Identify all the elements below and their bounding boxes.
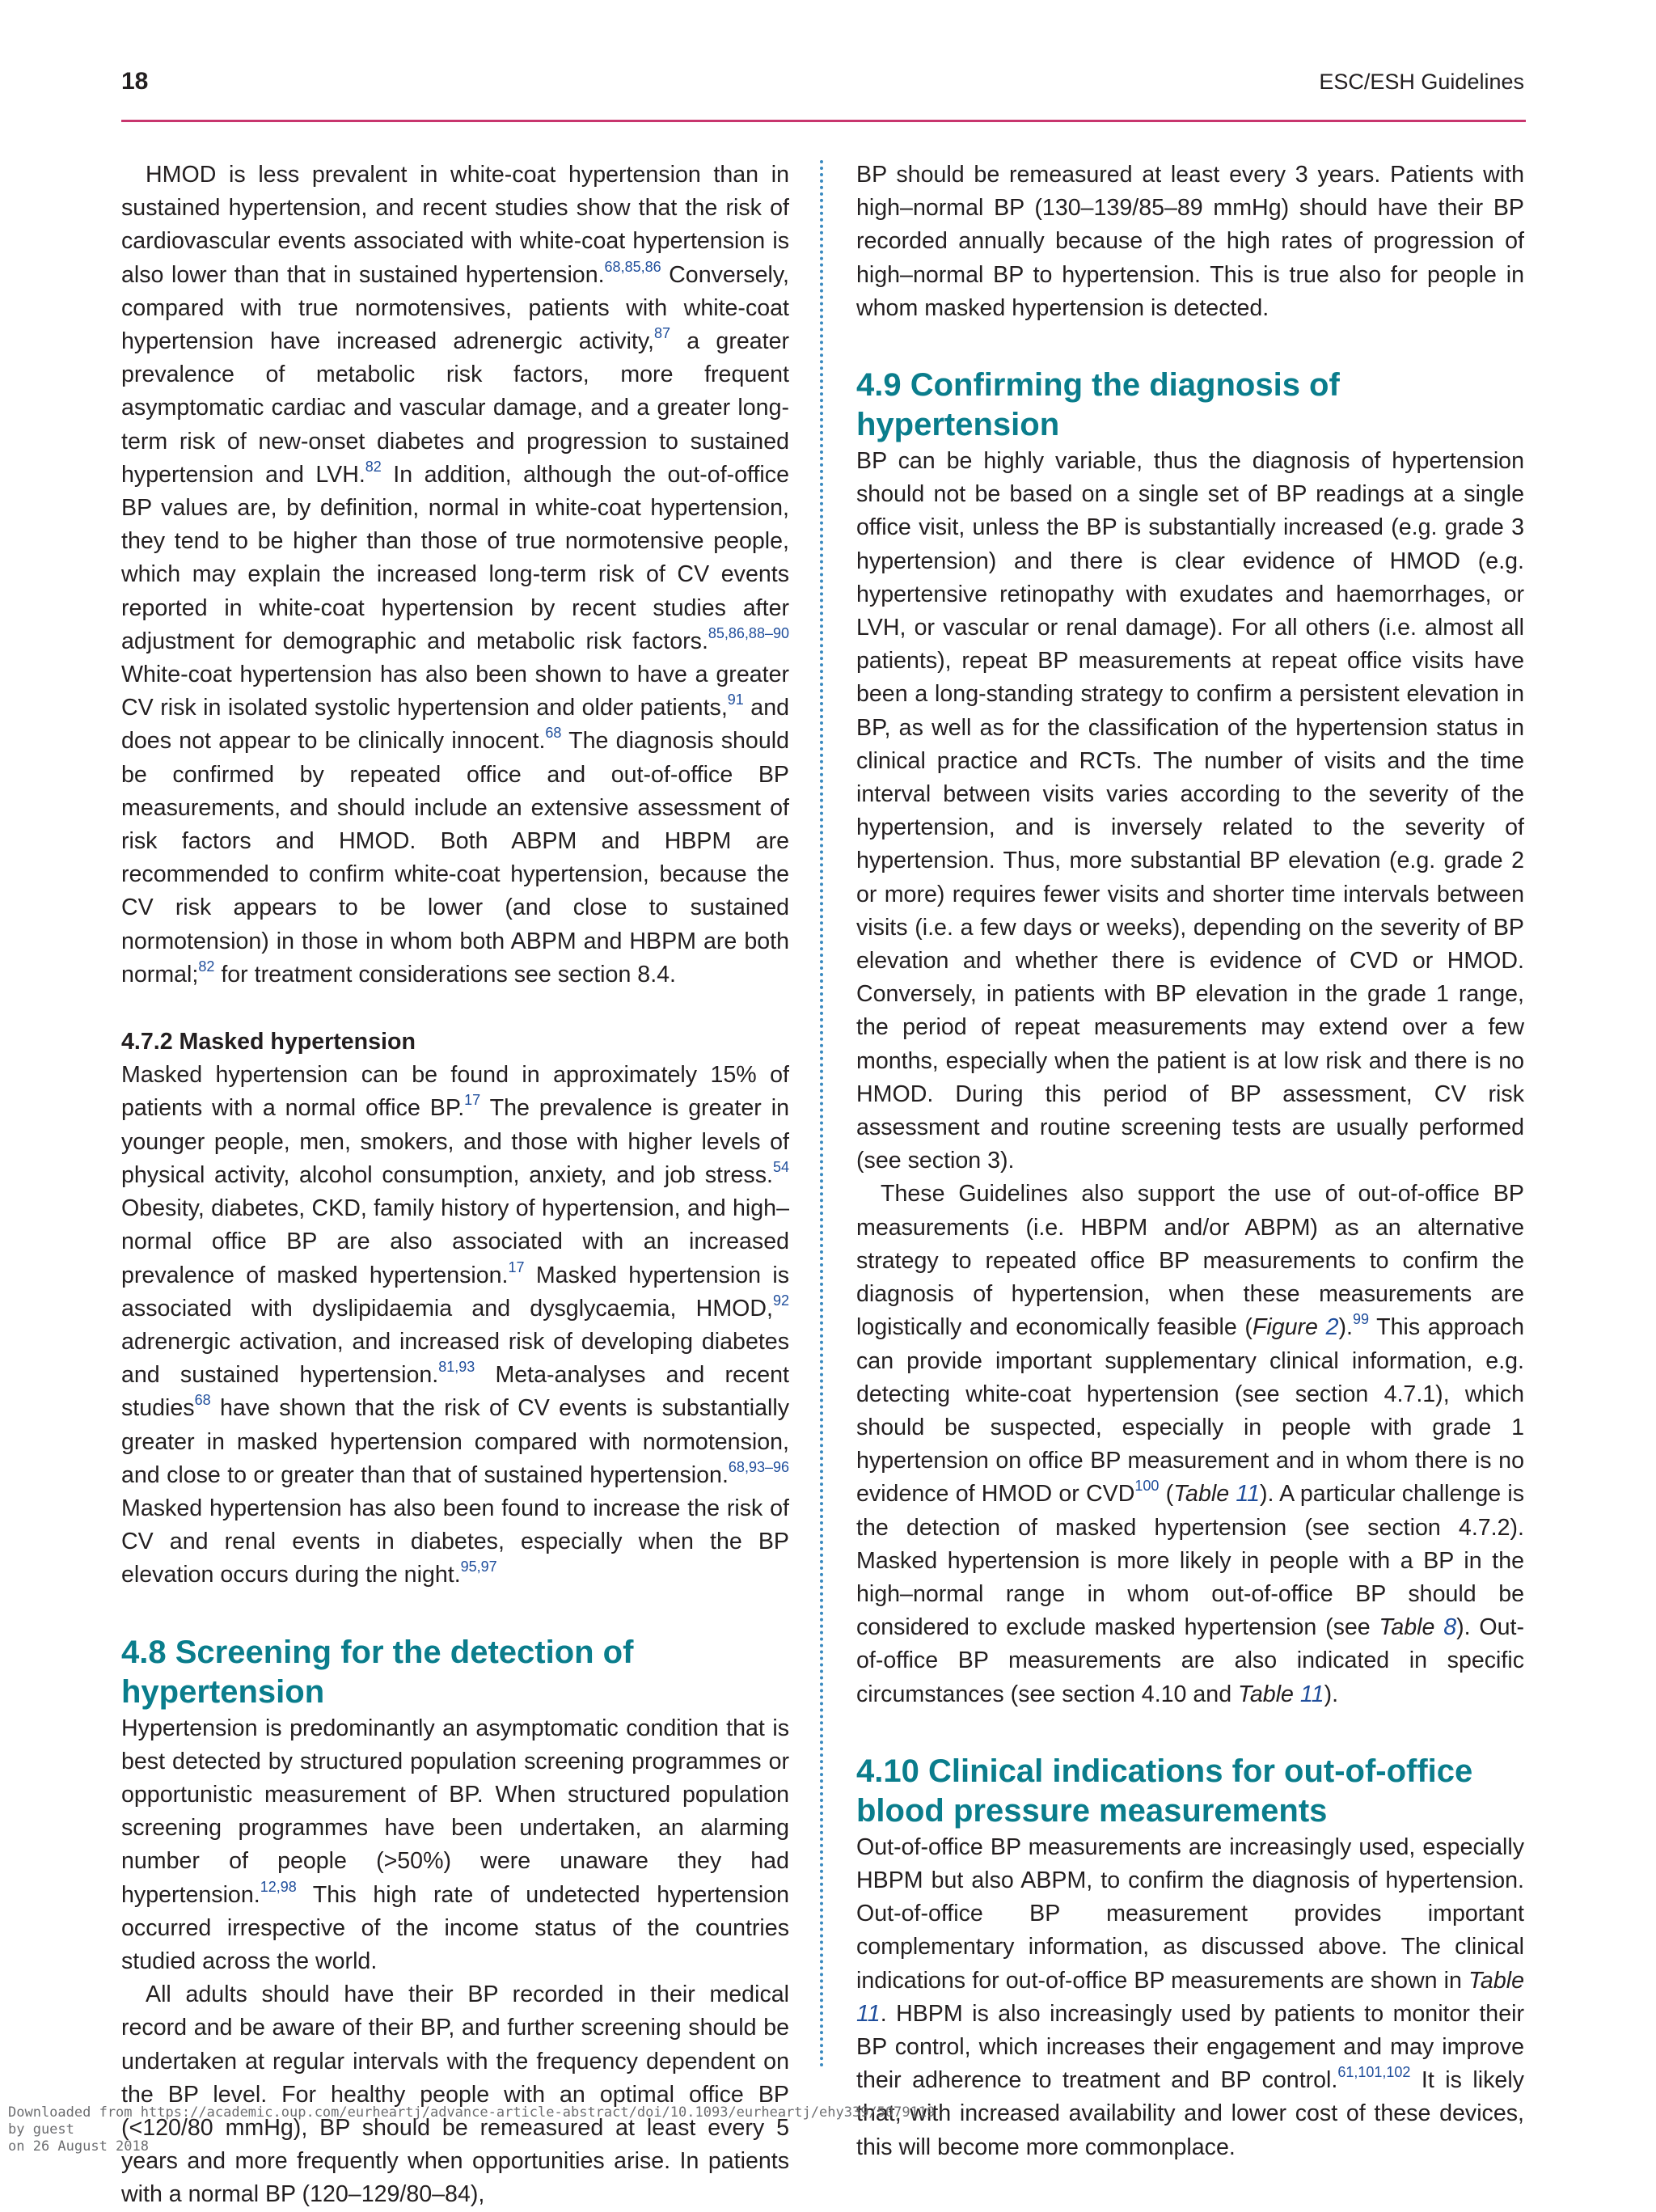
text: It is likely that, with increased availability and lower cost of these devices, this will become more commonplace. xyxy=(856,2067,1524,2160)
text: Masked hypertension can be found in approximately 15% of patients with a normal office BP. xyxy=(121,1062,789,1122)
text: The prevalence is greater in younger people, men, smokers, and those with higher levels of physical activity, alcohol consumption, anxiety, and job stress. xyxy=(121,1095,789,1188)
text: have shown that the risk of CV events is substantially greater in masked hypertension compared with normotension, and close to or greater than that of sustained hypertension. xyxy=(121,1395,789,1488)
paragraph-remeasure: BP should be remeasured at least every 3 years. Patients with high–normal BP (130–139/85–89 mmHg) should have their BP recorded annually because of the high rates of progression of high–normal BP to hypertension. This is true also for people in whom masked hypertension is detected. xyxy=(856,162,1524,321)
paragraph-screening xyxy=(121,1712,789,1979)
paragraph-screening-adults: All adults should have their BP recorded in their medical record and be aware of their BP, and further screening should be undertaken at regular intervals with the frequency dependent on the BP level. For healthy people with an optimal office BP (<120/80 mmHg), BP should be remeasured at least every 5 years and more frequently when opportunities arise. In patients with a normal BP (120–129/80–84), xyxy=(121,1981,789,2208)
text: ). xyxy=(1338,1314,1353,1341)
citation[interactable]: 92 xyxy=(772,1292,789,1309)
citation[interactable]: 82 xyxy=(198,958,215,975)
paragraph-guidelines-support xyxy=(856,1178,1524,1711)
citation[interactable]: 17 xyxy=(464,1092,481,1109)
table-ref-link[interactable]: 11 xyxy=(1236,1481,1261,1508)
heading-clinical-indications: 4.10 Clinical indications for out-of-office blood pressure measurements xyxy=(856,1753,1473,1829)
text: This approach can provide important supplementary clinical information, e.g. detecting white-coat hypertension (see section 4.7.1), which should be suspected, especially in people with grade 1 hypertension on office BP measurement and in whom there is no evidence of HMOD or CVD xyxy=(856,1314,1524,1508)
citation[interactable]: 85,86,88–90 xyxy=(708,624,789,641)
header-rule xyxy=(121,120,1526,122)
table-ref-link[interactable]: 8 xyxy=(1443,1614,1457,1641)
citation[interactable]: 54 xyxy=(772,1158,789,1175)
text: Masked hypertension has also been found to increase the risk of CV and renal events in diabetes, especially when the BP elevation occurs during the night. xyxy=(121,1495,789,1588)
text: The diagnosis should be confirmed by repeated office and out-of-office BP measurements, and should include an extensive assessment of risk factors and HMOD. Both ABPM and HBPM are recommended to confirm white-coat hypertension, because the CV risk appears to be lower (and close to sustained normotension) in those in whom both ABPM and HBPM are both normal; xyxy=(121,728,789,988)
text: These Guidelines also support the use of out-of-office BP measurements (i.e. HBPM and/or ABPM) as an alternative strategy to repeated office BP measurements to confirm the diagnosis of hypertension, when these measurements are logistically and economically feasible ( xyxy=(856,1181,1524,1341)
text: Conversely, compared with true normotensives, patients with white-coat hypertension have increased adrenergic activity, xyxy=(121,261,789,355)
citation[interactable]: 91 xyxy=(727,692,744,708)
citation[interactable]: 68 xyxy=(545,725,562,742)
citation[interactable]: 17 xyxy=(508,1258,525,1275)
citation[interactable]: 82 xyxy=(365,458,382,475)
text: HMOD is less prevalent in white-coat hypertension than in sustained hypertension, and recent studies show that the risk of cardiovascular events associated with white-coat hypertension is also lower than that in sustained hypertension. xyxy=(121,162,789,288)
text: Out-of-office BP measurements are increasingly used, especially HBPM but also ABPM, to confirm the diagnosis of hypertension. Out-of-office BP measurement provides important complementary information, as discussed above. The clinical indications for out-of-office BP measurements are shown in xyxy=(856,1833,1524,1994)
table-ref-word: Table xyxy=(1238,1681,1300,1707)
citation[interactable]: 68,93–96 xyxy=(728,1458,789,1475)
table-ref-word: Table xyxy=(1468,1967,1524,1994)
citation[interactable]: 61,101,102 xyxy=(1337,2064,1411,2081)
figure-ref-link[interactable]: 2 xyxy=(1325,1314,1339,1341)
citation[interactable]: 100 xyxy=(1134,1478,1160,1495)
citation[interactable]: 81,93 xyxy=(438,1359,475,1376)
heading-confirming-diagnosis: 4.9 Confirming the diagnosis of hypertension xyxy=(856,367,1340,443)
text: Hypertension is predominantly an asymptomatic condition that is best detected by structured population screening programmes or opportunistic measurement of BP. When structured population screening programmes have been undertaken, an alarming number of people (>50%) were unaware they had hypertension. xyxy=(121,1715,789,1908)
table-ref-link[interactable]: 11 xyxy=(1299,1681,1324,1707)
figure-ref-word: Figure xyxy=(1252,1314,1326,1341)
right-column xyxy=(856,159,1524,2164)
citation[interactable]: 95,97 xyxy=(460,1559,497,1575)
left-column xyxy=(121,159,789,2212)
paragraph-masked-hypertension xyxy=(121,1059,789,1592)
paragraph-bp-variable: BP can be highly variable, thus the diagnosis of hypertension should not be based on a single set of BP readings at a single office visit, unless the BP is substantially increased (e.g. grade 3 hypertension) and there is clear evidence of HMOD (e.g. hypertensive retinopathy with exudates and haemorrhages, or LVH, or vascular or renal damage). For all others (i.e. almost all patients), repeat BP measurements at repeat office visits have been a long-standing strategy to confirm a persistent elevation in BP, as well as for the classification of the hypertension status in clinical practice and RCTs. The number of visits and the time interval between visits varies according to the severity of the hypertension, and is inversely related to the severity of hypertension. Thus, more substantial BP elevation (e.g. grade 2 or more) requires fewer visits and shorter time intervals between visits (i.e. a few days or weeks), depending on the severity of BP elevation and whether there is evidence of CVD or HMOD. Conversely, in patients with BP elevation in the grade 1 range, the period of repeat measurements may extend over a few months, especially when the patient is at low risk and there is no HMOD. During this period of BP assessment, CV risk assessment and routine screening tests are usually performed (see section 3). xyxy=(856,448,1524,1174)
text: . HBPM is also increasingly used by patients to monitor their BP control, which increases their engagement and may improve their adherence to treatment and BP control. xyxy=(856,2000,1524,2094)
text: a greater prevalence of metabolic risk factors, more frequent asymptomatic cardiac and vascular damage, and a greater long-term risk of new-onset diabetes and progression to sustained hypertension and LVH. xyxy=(121,328,790,488)
text: ( xyxy=(1159,1481,1174,1508)
citation[interactable]: 68,85,86 xyxy=(604,258,661,275)
text: In addition, although the out-of-office BP values are, by definition, normal in white-coat hypertension, they tend to be higher than those of true normotensive people, which may explain the increased long-term risk of CV events reported in white-coat hypertension by recent studies after adjustment for demographic and metabolic risk factors. xyxy=(121,461,789,654)
citation[interactable]: 68 xyxy=(194,1392,211,1409)
download-note: Downloaded from https://academic.oup.com/eurheartj/advance-article-abstract/doi/10.1093/eurheartj/ehy339/5079119 by guest on 26 August 2018 xyxy=(8,2104,936,2155)
text: for treatment considerations see section 8.4. xyxy=(214,961,676,988)
heading-screening: 4.8 Screening for the detection of hypertension xyxy=(121,1634,634,1710)
text: adrenergic activation, and increased risk of developing diabetes and sustained hypertension. xyxy=(121,1328,789,1389)
citation[interactable]: 99 xyxy=(1352,1311,1369,1328)
table-ref-word: Table xyxy=(1379,1614,1444,1641)
table-ref-word: Table xyxy=(1173,1481,1236,1508)
text: ). xyxy=(1324,1681,1339,1707)
citation[interactable]: 87 xyxy=(654,325,671,342)
text: and does not appear to be clinically innocent. xyxy=(121,695,790,755)
text: Obesity, diabetes, CKD, family history of hypertension, and high–normal office BP are also associated with an increased prevalence of masked hypertension. xyxy=(121,1195,789,1288)
heading-masked-hypertension: 4.7.2 Masked hypertension xyxy=(121,1029,416,1055)
citation[interactable]: 12,98 xyxy=(260,1878,297,1895)
text: This high rate of undetected hypertension occurred irrespective of the income status of the countries studied across the world. xyxy=(121,1881,789,1974)
text: ). A particular challenge is the detection of masked hypertension (see section 4.7.2). Masked hypertension is more likely in people with a BP in the high–normal range in whom out-of-office BP should be considered to exclude masked hypertension (see xyxy=(856,1481,1525,1641)
running-head: ESC/ESH Guidelines xyxy=(1319,70,1524,94)
text: ). Out-of-office BP measurements are also indicated in specific circumstances (see section 4.10 and xyxy=(856,1614,1524,1707)
text: Meta-analyses and recent studies xyxy=(121,1362,789,1422)
column-divider xyxy=(820,160,823,2069)
text: White-coat hypertension has also been shown to have a greater CV risk in isolated systolic hypertension and older patients, xyxy=(121,662,789,721)
text: Masked hypertension is associated with dyslipidaemia and dysglycaemia, HMOD, xyxy=(121,1262,789,1322)
paragraph-white-coat xyxy=(121,159,789,992)
page-number: 18 xyxy=(121,68,149,95)
paragraph-out-of-office xyxy=(856,1831,1524,2164)
table-ref-link[interactable]: 11 xyxy=(856,2000,881,2027)
